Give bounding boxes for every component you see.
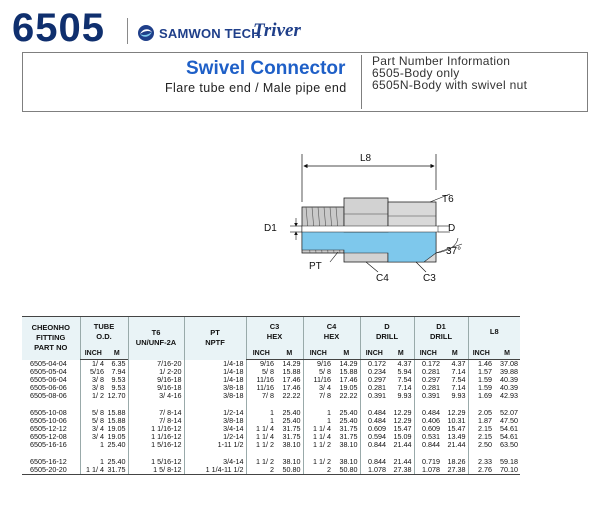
header-pt — [184, 317, 246, 360]
sub-inch: INCH — [80, 347, 106, 360]
table-cell: 59.18 — [500, 457, 518, 466]
table-cell: 5/ 8 — [80, 417, 106, 425]
table-cell: 1.078 — [414, 466, 442, 475]
table-cell: 7/16-20 — [128, 360, 184, 369]
sub-m: M — [494, 347, 520, 360]
header-text: UN/UNF-2A — [135, 338, 177, 348]
table-cell: 3/ 4 — [303, 384, 333, 392]
table-cell: 31.75 — [282, 432, 301, 441]
table-cell: 2.33 — [468, 458, 494, 466]
table-cell: 1.59 — [468, 384, 494, 392]
model-number: 6505 — [12, 6, 105, 50]
table-cell: 11/16 — [303, 376, 333, 384]
table-body — [22, 360, 520, 475]
table-cell: 0.844 — [414, 441, 442, 449]
table-cell: 50.80 — [276, 466, 303, 475]
table-cell: 1.46 — [468, 360, 494, 369]
table-cell: 38.10 — [282, 457, 301, 466]
table-cell: 2.50 — [468, 441, 494, 449]
part-number-cell: 6505-04-04 — [30, 358, 67, 368]
table-cell: 1/ 2 — [80, 392, 106, 400]
table-cell: 1 1/16-12 — [128, 433, 184, 441]
table-cell: 40.39 — [500, 383, 518, 392]
table-cell: 15.88 — [107, 408, 126, 417]
table-row — [22, 392, 520, 400]
table-cell: 11/16 — [246, 384, 276, 392]
header-c4 — [303, 317, 360, 348]
part-number-cell: 6505-05-04 — [30, 367, 67, 376]
table-header-row — [22, 317, 520, 348]
table-cell: 7/ 8 — [303, 392, 333, 400]
sub-inch: INCH — [303, 347, 333, 360]
table-cell: 1 1/16-12 — [128, 425, 184, 433]
table-cell: 0.172 — [414, 360, 442, 369]
table-cell: 2.05 — [468, 409, 494, 417]
header-text: DRILL — [429, 332, 453, 341]
table-cell: 37.08 — [500, 359, 518, 368]
table-cell: 5.94 — [397, 367, 412, 376]
table-cell: 9/16-18 — [128, 376, 184, 384]
table-cell: 1 5/16-12 — [128, 458, 184, 466]
table-cell: 1 1/ 2 — [246, 441, 276, 449]
table-cell: 2 — [303, 466, 333, 475]
header-text: C4 — [326, 322, 337, 331]
samwon-swirl-icon — [137, 24, 155, 42]
table-cell: 42.93 — [500, 391, 518, 400]
part-number-cell: 6505-08-06 — [30, 391, 67, 400]
table-cell: 1/ 4 — [80, 360, 106, 369]
table-cell: 0.391 — [360, 392, 388, 400]
table-cell: 27.38 — [388, 466, 414, 475]
table-row — [22, 466, 520, 475]
table-cell: 9.93 — [451, 391, 466, 400]
table-cell: 9/16 — [246, 360, 276, 369]
part-number-info — [372, 55, 527, 91]
t6-label: T6 — [442, 194, 454, 205]
c3-label: C3 — [423, 273, 436, 284]
table-cell: 0.484 — [360, 417, 388, 425]
pt-label: PT — [309, 261, 322, 272]
table-cell: 5/ 8 — [303, 368, 333, 376]
table-cell: 1.59 — [468, 376, 494, 384]
table-cell: 52.07 — [500, 408, 518, 417]
d-label: D — [448, 223, 456, 234]
table-cell: 1 1/ 2 — [303, 458, 333, 466]
table-cell: 1 1/ 4 — [303, 433, 333, 441]
table-cell: 70.10 — [494, 466, 520, 475]
table-cell: 7.54 — [397, 375, 412, 384]
table-cell: 1 1/4-11 1/2 — [184, 466, 246, 475]
table-cell: 0.594 — [360, 433, 388, 441]
table-cell: 1 1/ 2 — [246, 458, 276, 466]
table-cell: 0.172 — [360, 360, 388, 369]
part-number-cell: 6505-12-12 — [30, 424, 67, 433]
table-cell: 1/2-14 — [184, 433, 246, 441]
table-cell: 1/4-18 — [184, 360, 246, 369]
part-number-cell: 6505-16-12 — [30, 457, 67, 466]
sub-m: M — [106, 347, 128, 360]
table-cell: 1 — [246, 417, 276, 425]
table-cell: 12.29 — [393, 408, 412, 417]
table-cell: 14.29 — [282, 359, 301, 368]
table-cell: 15.47 — [447, 424, 466, 433]
table-cell: 22.22 — [282, 391, 301, 400]
table-cell: 7.14 — [397, 383, 412, 392]
sub-m: M — [276, 347, 303, 360]
table-cell: 1/4-18 — [184, 376, 246, 384]
part-number-cell: 6505-06-06 — [30, 383, 67, 392]
table-cell: 3/8-18 — [184, 392, 246, 400]
table-cell: 25.40 — [107, 457, 126, 466]
table-cell: 3/ 4-16 — [128, 392, 184, 400]
sub-m: M — [333, 347, 360, 360]
table-cell: 17.46 — [282, 375, 301, 384]
table-cell: 1 — [80, 441, 106, 449]
table-cell: 38.10 — [339, 440, 358, 449]
fitting-diagram — [250, 150, 480, 290]
table-cell: 1/4-18 — [184, 368, 246, 376]
table-cell: 15.47 — [393, 424, 412, 433]
table-cell: 15.88 — [282, 367, 301, 376]
header-text: HEX — [323, 332, 340, 341]
angle-label: 37° — [446, 246, 462, 257]
table-cell: 50.80 — [333, 466, 360, 475]
table-cell: 27.38 — [442, 466, 468, 475]
table-cell: 1-11 1/2 — [184, 441, 246, 449]
table-cell: 25.40 — [107, 440, 126, 449]
header-text: DRILL — [375, 332, 399, 341]
table-cell: 4.37 — [397, 359, 412, 368]
table-cell: 15.88 — [107, 416, 126, 425]
table-cell: 1 1/ 4 — [246, 425, 276, 433]
header-text: D — [384, 322, 390, 331]
header-tube-od — [80, 317, 128, 348]
header-text: HEX — [266, 332, 283, 341]
table-cell: 0.531 — [414, 433, 442, 441]
table-cell: 7/ 8-14 — [128, 409, 184, 417]
table-cell: 11/16 — [246, 376, 276, 384]
table-cell: 1 — [303, 417, 333, 425]
table-cell: 3/4-14 — [184, 425, 246, 433]
sub-inch: INCH — [414, 347, 442, 360]
table-cell: 1.87 — [468, 417, 494, 425]
table-cell: 0.297 — [414, 376, 442, 384]
product-subtitle: Flare tube end / Male pipe end — [165, 81, 347, 95]
table-cell: 19.05 — [107, 432, 126, 441]
table-cell: 25.40 — [339, 408, 358, 417]
table-cell: 0.844 — [360, 458, 388, 466]
d1-label: D1 — [264, 223, 277, 234]
table-cell: 19.05 — [339, 383, 358, 392]
sub-inch: INCH — [360, 347, 388, 360]
table-cell: 1 — [80, 458, 106, 466]
table-cell: 31.75 — [106, 466, 128, 475]
table-cell: 6.35 — [111, 359, 126, 368]
table-cell: 0.484 — [360, 409, 388, 417]
table-cell: 18.26 — [447, 457, 466, 466]
table-cell: 0.281 — [414, 384, 442, 392]
table-cell: 2.15 — [468, 433, 494, 441]
part-number-cell: 6505-10-06 — [30, 416, 67, 425]
table-cell: 7/ 8 — [246, 392, 276, 400]
table-cell: 40.39 — [500, 375, 518, 384]
header-text: PT — [210, 328, 220, 338]
table-cell: 1 — [246, 409, 276, 417]
table-cell: 22.22 — [339, 391, 358, 400]
header-d1 — [414, 317, 468, 348]
table-cell: 0.844 — [360, 441, 388, 449]
table-cell: 2.15 — [468, 425, 494, 433]
table-cell: 25.40 — [339, 416, 358, 425]
table-cell: 1 — [303, 409, 333, 417]
table-cell: 1 1/ 4 — [80, 466, 106, 475]
table-cell: 7.14 — [451, 383, 466, 392]
spec-table — [22, 316, 520, 475]
table-row — [22, 441, 520, 449]
table-cell: 38.10 — [339, 457, 358, 466]
table-cell: 7.54 — [451, 375, 466, 384]
table-cell: 1 5/16-12 — [128, 441, 184, 449]
table-cell: 9/16-18 — [128, 384, 184, 392]
sub-inch: INCH — [246, 347, 276, 360]
table-cell: 1 1/ 2 — [303, 441, 333, 449]
table-cell: 12.29 — [393, 416, 412, 425]
header-text: T6 — [151, 328, 161, 338]
table-cell: 54.61 — [500, 424, 518, 433]
sub-inch: INCH — [468, 347, 494, 360]
product-title: Swivel Connector — [186, 58, 346, 79]
brand-name: SAMWON TECH — [159, 25, 261, 41]
table-cell: 2.76 — [468, 466, 494, 475]
header-text: FITTING — [36, 333, 66, 343]
table-cell: 3/8-18 — [184, 384, 246, 392]
table-cell: 0.719 — [414, 458, 442, 466]
header-divider — [127, 18, 128, 44]
table-cell: 4.37 — [451, 359, 466, 368]
part-info-line: Part Number Information — [372, 54, 511, 68]
table-cell: 17.46 — [282, 383, 301, 392]
table-cell: 1.078 — [360, 466, 388, 475]
sub-m: M — [388, 347, 414, 360]
table-cell: 31.75 — [282, 424, 301, 433]
table-cell: 19.05 — [107, 424, 126, 433]
table-cell: 7.14 — [451, 367, 466, 376]
table-cell: 9.93 — [397, 391, 412, 400]
header-text: CHEONHO — [31, 323, 70, 333]
table-cell: 31.75 — [339, 432, 358, 441]
table-cell: 3/4-14 — [184, 458, 246, 466]
table-cell: 31.75 — [339, 424, 358, 433]
table-cell: 1 5/ 8-12 — [128, 466, 184, 475]
table-cell: 9.53 — [111, 383, 126, 392]
samwon-logo — [137, 22, 261, 44]
table-cell: 3/8-18 — [184, 417, 246, 425]
table-cell: 0.281 — [414, 368, 442, 376]
table-cell: 3/ 8 — [80, 384, 106, 392]
table-cell: 3/ 4 — [80, 433, 106, 441]
table-cell: 7.94 — [111, 367, 126, 376]
table-cell: 5/16 — [80, 368, 106, 376]
table-cell: 9.53 — [111, 375, 126, 384]
table-cell: 12.70 — [107, 391, 126, 400]
part-info-line: 6505N-Body with swivel nut — [372, 78, 528, 92]
table-cell: 3/ 8 — [80, 376, 106, 384]
table-cell: 9/16 — [303, 360, 333, 369]
sub-m: M — [442, 347, 468, 360]
header-text: C3 — [269, 322, 280, 331]
table-cell: 0.484 — [414, 409, 442, 417]
table-cell: 0.281 — [360, 384, 388, 392]
table-cell: 1/ 2-20 — [128, 368, 184, 376]
table-cell: 3/ 4 — [80, 425, 106, 433]
table-cell: 10.31 — [447, 416, 466, 425]
table-cell: 21.44 — [393, 457, 412, 466]
header-t6 — [128, 317, 184, 360]
header-text: PART NO — [34, 343, 68, 353]
header-text: NPTF — [205, 338, 225, 348]
header-text: O.D. — [96, 332, 112, 341]
table-subheader-row — [22, 347, 520, 360]
table-cell: 1.57 — [468, 368, 494, 376]
table-cell: 1/2-14 — [184, 409, 246, 417]
header-l8: L8 — [468, 317, 520, 348]
table-cell: 63.50 — [500, 440, 518, 449]
table-cell: 0.609 — [360, 425, 388, 433]
table-cell: 15.88 — [339, 367, 358, 376]
table-cell: 0.609 — [414, 425, 442, 433]
header-text: D1 — [436, 322, 446, 331]
header-text: TUBE — [93, 322, 115, 331]
info-box-divider — [361, 55, 362, 109]
header-c3 — [246, 317, 303, 348]
table-cell: 1 1/ 4 — [303, 425, 333, 433]
l8-label: L8 — [360, 153, 372, 164]
table-cell: 0.391 — [414, 392, 442, 400]
part-number-cell: 6505-20-20 — [22, 466, 80, 475]
table-cell: 17.46 — [339, 375, 358, 384]
table-cell: 5/ 8 — [80, 409, 106, 417]
table-cell: 5/ 8 — [246, 368, 276, 376]
header-part-no — [22, 317, 80, 360]
header-d — [360, 317, 414, 348]
table-cell: 47.50 — [500, 416, 518, 425]
part-info-line: 6505-Body only — [372, 66, 460, 80]
table-cell: 21.44 — [447, 440, 466, 449]
table-cell: 0.234 — [360, 368, 388, 376]
table-cell: 14.29 — [339, 359, 358, 368]
table-cell: 38.10 — [282, 440, 301, 449]
table-cell: 13.49 — [447, 432, 466, 441]
table-cell: 1.69 — [468, 392, 494, 400]
product-line-logo: Triver — [253, 20, 301, 41]
table-cell: 25.40 — [282, 416, 301, 425]
table-cell: 25.40 — [282, 408, 301, 417]
table-cell: 0.297 — [360, 376, 388, 384]
table-cell: 12.29 — [447, 408, 466, 417]
part-number-cell: 6505-10-08 — [30, 408, 67, 417]
part-number-cell: 6505-06-04 — [30, 375, 67, 384]
table-cell: 2 — [246, 466, 276, 475]
part-number-cell: 6505-16-16 — [30, 440, 67, 449]
part-number-cell: 6505-12-08 — [30, 432, 67, 441]
table-cell: 39.88 — [500, 367, 518, 376]
table-cell: 1 1/ 4 — [246, 433, 276, 441]
table-cell: 0.406 — [414, 417, 442, 425]
table-cell: 7/ 8-14 — [128, 417, 184, 425]
table-cell: 21.44 — [393, 440, 412, 449]
c4-label: C4 — [376, 273, 389, 284]
table-cell: 15.09 — [393, 432, 412, 441]
table-cell: 54.61 — [500, 432, 518, 441]
